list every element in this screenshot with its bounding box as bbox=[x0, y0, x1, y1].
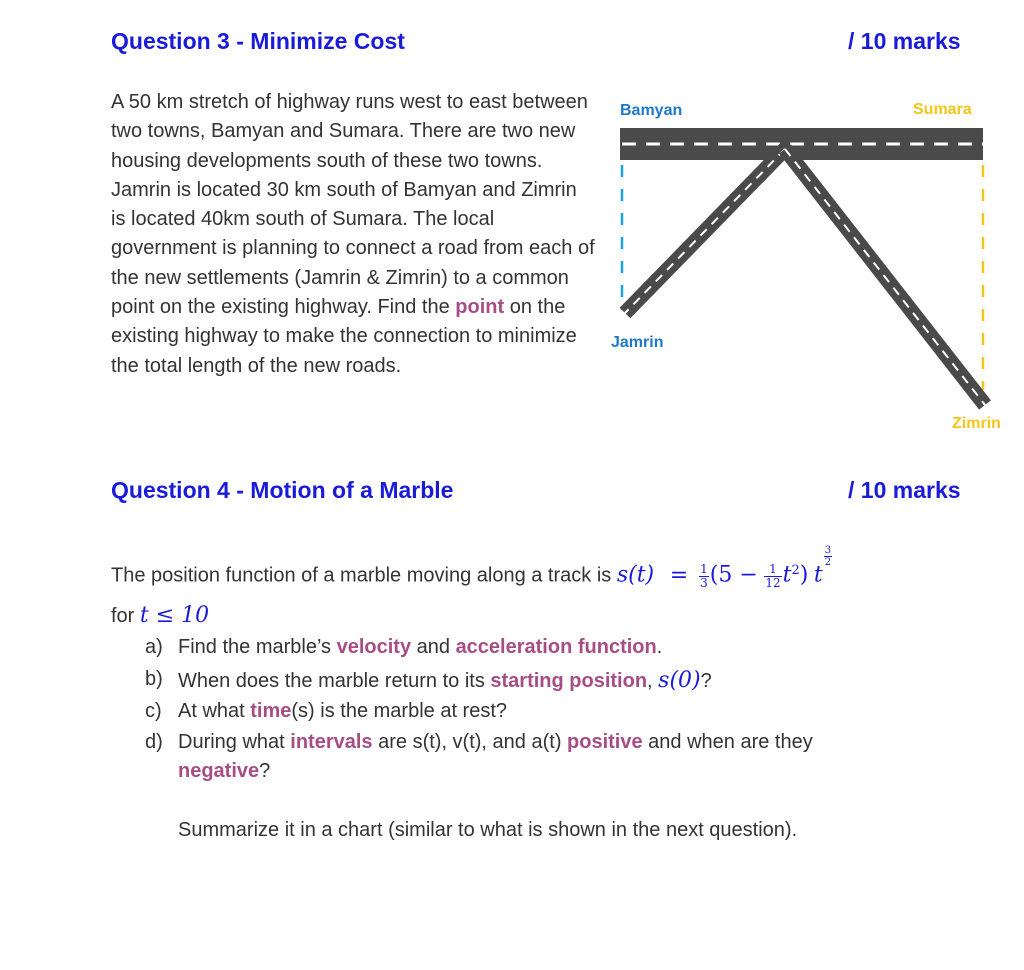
item-b-text1: When does the marble return to its bbox=[178, 670, 491, 692]
item-text bbox=[178, 668, 712, 693]
item-marker: a) bbox=[145, 636, 163, 658]
highway-diagram bbox=[600, 95, 1024, 440]
item-d-text3: and when are they bbox=[642, 731, 813, 753]
item-d-highlight-positive: positive bbox=[567, 731, 643, 753]
domain-condition: t ≤ 10 bbox=[139, 603, 210, 628]
item-text bbox=[178, 731, 813, 754]
item-b-text3: ? bbox=[700, 670, 712, 692]
item-b-highlight-start: starting position bbox=[490, 670, 648, 692]
frac2-num: 1 bbox=[764, 563, 781, 577]
exp-num: 3 bbox=[824, 545, 832, 556]
road-to-zimrin-dashes bbox=[785, 149, 985, 405]
item-d-highlight-negative: negative bbox=[178, 760, 260, 782]
func-open: (5 − bbox=[709, 562, 758, 588]
q3-title: Question 3 - Minimize Cost bbox=[111, 28, 405, 54]
item-d-cont-text: ? bbox=[259, 760, 271, 782]
item-a-highlight-velocity: velocity bbox=[336, 636, 412, 658]
item-d-continuation bbox=[178, 760, 270, 783]
frac1-num: 1 bbox=[700, 561, 708, 576]
item-d-text2: are s(t), v(t), and a(t) bbox=[372, 731, 568, 753]
item-c-text1: At what bbox=[178, 700, 251, 722]
q3-text-part2: on the existing highway to make the connection to minimize the total length of the new roads. bbox=[111, 296, 577, 377]
label-zimrin: Zimrin bbox=[952, 415, 1001, 432]
item-c-text2: (s) is the marble at rest? bbox=[291, 700, 508, 722]
item-marker: d) bbox=[145, 731, 163, 753]
exp-den: 2 bbox=[824, 557, 832, 568]
func-t3: t bbox=[813, 562, 823, 588]
domain-line bbox=[111, 603, 209, 628]
q4-title: Question 4 - Motion of a Marble bbox=[111, 477, 454, 503]
fraction-one-twelfth bbox=[764, 563, 781, 590]
func-equals: = bbox=[669, 562, 689, 588]
item-marker: b) bbox=[145, 668, 163, 690]
func-t2: t bbox=[782, 562, 792, 588]
item-d-highlight-intervals: intervals bbox=[290, 731, 373, 753]
item-text bbox=[178, 636, 662, 659]
func-lhs: s(t) bbox=[616, 562, 655, 588]
label-bamyan: Bamyan bbox=[620, 102, 683, 119]
label-sumara: Sumara bbox=[913, 101, 972, 118]
item-a-text1: Find the marble’s bbox=[178, 636, 337, 658]
q3-marks: / 10 marks bbox=[848, 28, 961, 54]
item-a-text3: . bbox=[656, 636, 663, 658]
item-d-text1: During what bbox=[178, 731, 291, 753]
label-jamrin: Jamrin bbox=[611, 334, 664, 351]
func-close: ) bbox=[799, 562, 809, 588]
frac1-den: 3 bbox=[700, 575, 708, 590]
item-marker: c) bbox=[145, 700, 162, 722]
item-a-highlight-acceleration: acceleration function bbox=[455, 636, 657, 658]
item-text bbox=[178, 700, 507, 723]
fraction-one-third bbox=[699, 563, 709, 590]
frac2-den: 12 bbox=[765, 575, 781, 590]
position-function-line bbox=[111, 545, 833, 598]
q3-text-part1: A 50 km stretch of highway runs west to east between two towns, Bamyan and Sumara. There are two new housing developments south of these two towns. Jamrin is located 30 km south of Bamyan and Zimrin is located 40km south of Sumara. The local government is planning to connect a road from each of the new settlements (Jamrin & Zimrin) to a common point on the existing highway. Find the bbox=[111, 91, 595, 319]
q3-highlight-point: point bbox=[455, 296, 505, 319]
road-to-jamrin-dashes bbox=[625, 149, 785, 313]
item-a-text2: and bbox=[411, 636, 456, 658]
fraction-exponent bbox=[824, 545, 832, 568]
item-c-highlight-time: time bbox=[250, 700, 292, 722]
q4-intro: The position function of a marble moving along a track is bbox=[111, 564, 617, 587]
item-b-text2: , bbox=[647, 670, 659, 692]
item-b-math-s0: s(0) bbox=[658, 668, 701, 693]
summary-instruction: Summarize it in a chart (similar to what is shown in the next question). bbox=[178, 819, 798, 841]
q4-marks: / 10 marks bbox=[848, 477, 961, 503]
q3-problem-text bbox=[111, 88, 596, 381]
for-text: for bbox=[111, 605, 140, 627]
func-square-exp: 2 bbox=[791, 563, 800, 578]
